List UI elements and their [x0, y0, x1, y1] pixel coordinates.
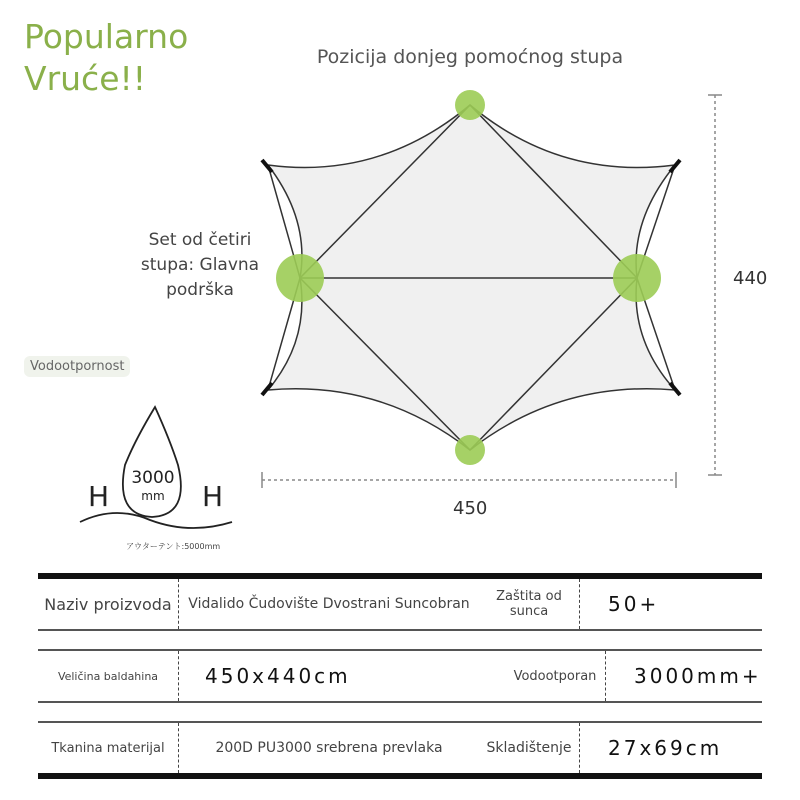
spec-label: Vodootporan [505, 651, 606, 701]
spec-label: Naziv proizvoda [38, 579, 179, 629]
pole-left [276, 254, 324, 302]
waterproof-label: Vodootpornost [24, 356, 130, 377]
spec-value: 3000mm+ [634, 664, 762, 688]
spec-label: Tkanina materijal [38, 723, 179, 773]
h-right: H [202, 480, 224, 513]
spec-table [38, 573, 762, 779]
waterproof-value: 3000 [131, 468, 175, 488]
pole-bottom [455, 435, 485, 465]
spec-value: 200D PU3000 srebrena prevlaka [215, 740, 443, 756]
promo-line2: Vruće!! [24, 59, 146, 98]
spec-value: 27x69cm [608, 736, 723, 760]
spec-value: Vidalido Čudovište Dvostrani Suncobran [188, 596, 470, 612]
waterproof-note: アウターテント:5000mm [126, 542, 221, 551]
pole-top [455, 90, 485, 120]
spec-label: Veličina baldahina [38, 651, 179, 701]
width-dimension: 450 [453, 498, 488, 519]
table-row [38, 649, 762, 703]
pole-right [613, 254, 661, 302]
spec-value: 50+ [608, 592, 660, 616]
waterproof-unit: mm [141, 489, 165, 503]
table-row [38, 721, 762, 779]
main-support-label: Set od četiri stupa: Glavna podrška [140, 230, 260, 300]
top-pole-label: Pozicija donjeg pomoćnog stupa [316, 46, 624, 68]
spec-label: Skladištenje [479, 723, 580, 773]
spec-value: 450x440cm [205, 664, 351, 688]
table-row [38, 573, 762, 631]
promo-line1: Popularno [24, 17, 189, 56]
height-dimension: 440 [733, 268, 768, 289]
h-left: H [88, 480, 110, 513]
spec-label: Zaštita od sunca [479, 579, 580, 629]
